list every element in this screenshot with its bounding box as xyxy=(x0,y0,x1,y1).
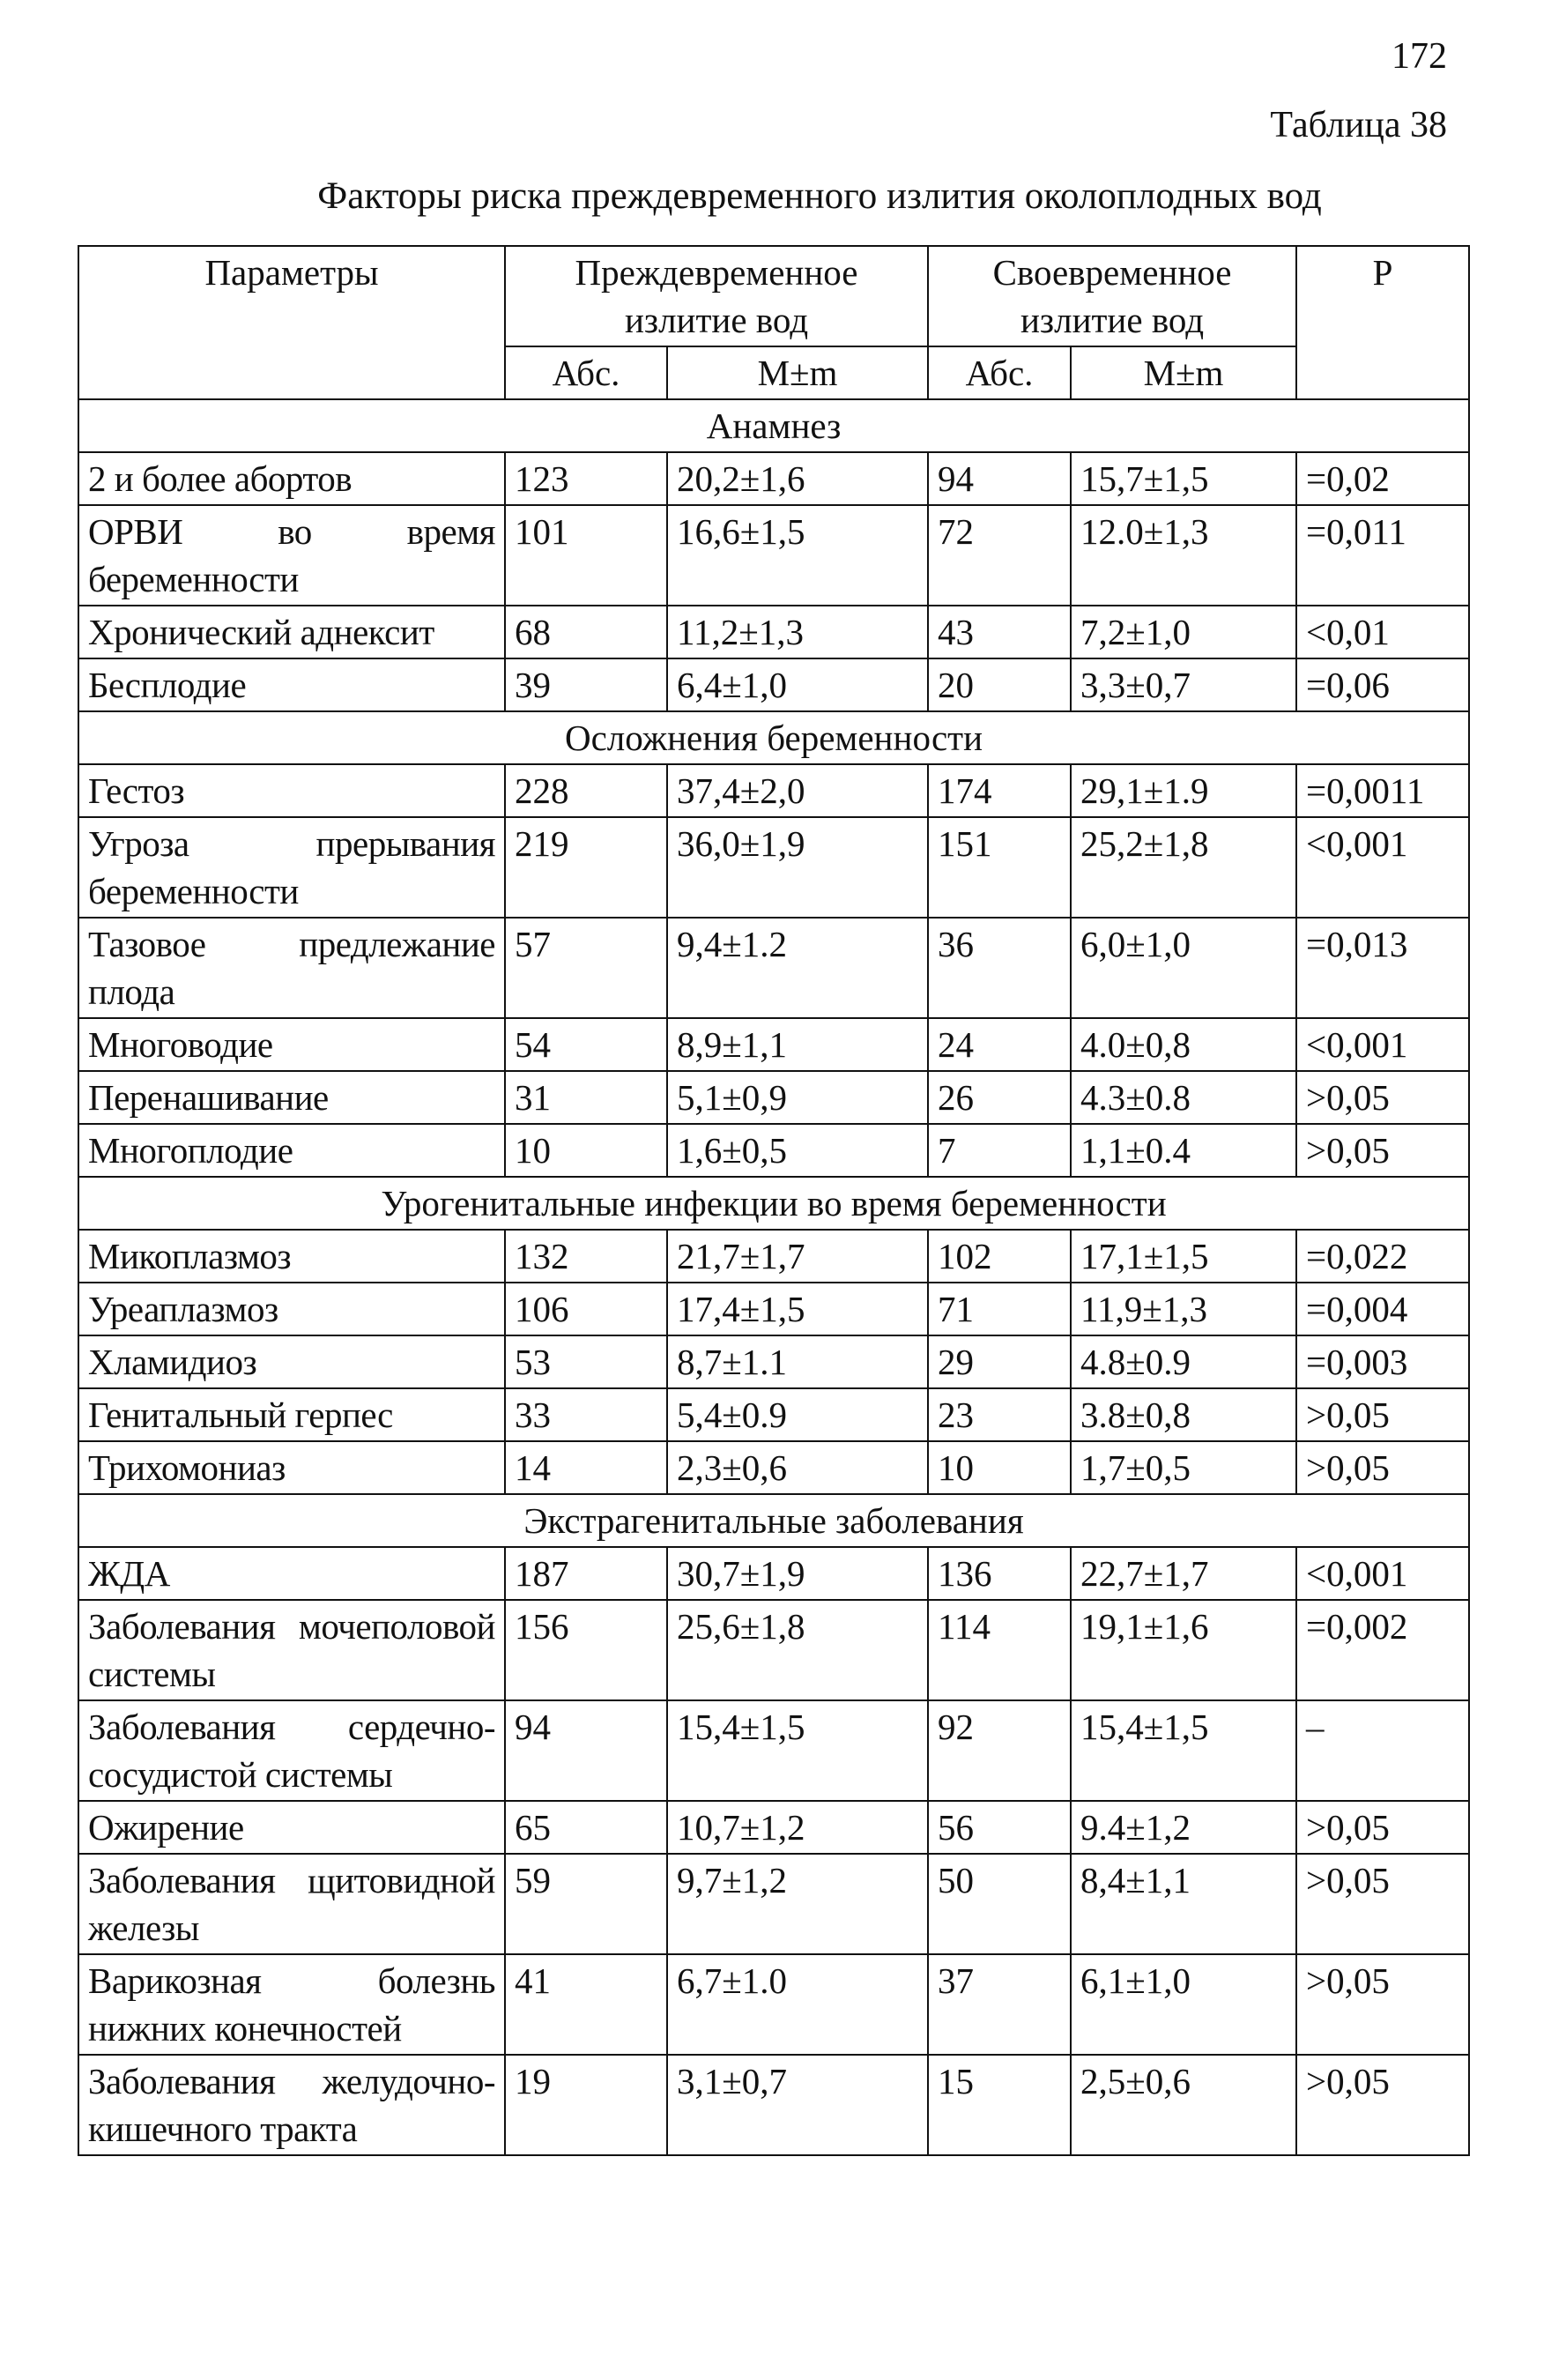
param-cell: Уреаплазмоз xyxy=(78,1283,505,1335)
mm-premature-cell: 20,2±1,6 xyxy=(667,452,928,505)
header-abs-premature: Абс. xyxy=(505,346,667,399)
abs-timely-cell: 24 xyxy=(928,1018,1071,1071)
section-row xyxy=(78,399,1469,452)
abs-timely-cell: 102 xyxy=(928,1230,1071,1283)
mm-premature-cell: 5,4±0.9 xyxy=(667,1388,928,1441)
abs-premature-cell: 53 xyxy=(505,1335,667,1388)
param-cell: Перенашивание xyxy=(78,1071,505,1124)
param-cell: Хронический аднексит xyxy=(78,606,505,658)
header-mm-premature: М±m xyxy=(667,346,928,399)
p-value-cell: >0,05 xyxy=(1296,1071,1469,1124)
abs-premature-cell: 14 xyxy=(505,1441,667,1494)
mm-premature-cell: 2,3±0,6 xyxy=(667,1441,928,1494)
param-cell: Заболевания мочеполовой системы xyxy=(78,1600,505,1700)
p-value-cell: =0,002 xyxy=(1296,1600,1469,1700)
table-row xyxy=(78,1335,1469,1388)
header-p-value: Р xyxy=(1296,246,1469,399)
mm-premature-cell: 36,0±1,9 xyxy=(667,817,928,918)
section-row xyxy=(78,711,1469,764)
abs-premature-cell: 31 xyxy=(505,1071,667,1124)
param-cell: Бесплодие xyxy=(78,658,505,711)
abs-premature-cell: 19 xyxy=(505,2055,667,2155)
abs-premature-cell: 156 xyxy=(505,1600,667,1700)
table-row xyxy=(78,658,1469,711)
mm-premature-cell: 3,1±0,7 xyxy=(667,2055,928,2155)
p-value-cell: =0,003 xyxy=(1296,1335,1469,1388)
abs-timely-cell: 36 xyxy=(928,918,1071,1018)
table-row xyxy=(78,452,1469,505)
mm-timely-cell: 15,7±1,5 xyxy=(1071,452,1296,505)
p-value-cell: >0,05 xyxy=(1296,1124,1469,1177)
section-title: Урогенитальные инфекции во время беременности xyxy=(78,1177,1469,1230)
param-cell: 2 и более абортов xyxy=(78,452,505,505)
p-value-cell: <0,01 xyxy=(1296,606,1469,658)
table-row xyxy=(78,1700,1469,1801)
abs-timely-cell: 174 xyxy=(928,764,1071,817)
section-row xyxy=(78,1177,1469,1230)
abs-timely-cell: 37 xyxy=(928,1954,1071,2055)
abs-premature-cell: 219 xyxy=(505,817,667,918)
param-cell: Хламидиоз xyxy=(78,1335,505,1388)
header-params: Параметры xyxy=(78,246,505,399)
table-row xyxy=(78,1071,1469,1124)
p-value-cell: >0,05 xyxy=(1296,1388,1469,1441)
abs-premature-cell: 54 xyxy=(505,1018,667,1071)
param-cell: Заболевания сердечно-сосудистой системы xyxy=(78,1700,505,1801)
mm-premature-cell: 21,7±1,7 xyxy=(667,1230,928,1283)
p-value-cell: <0,001 xyxy=(1296,1018,1469,1071)
mm-timely-cell: 1,1±0.4 xyxy=(1071,1124,1296,1177)
mm-timely-cell: 4.3±0.8 xyxy=(1071,1071,1296,1124)
header-mm-timely: М±m xyxy=(1071,346,1296,399)
section-title: Анамнез xyxy=(78,399,1469,452)
mm-timely-cell: 11,9±1,3 xyxy=(1071,1283,1296,1335)
mm-timely-cell: 4.8±0.9 xyxy=(1071,1335,1296,1388)
abs-premature-cell: 123 xyxy=(505,452,667,505)
abs-timely-cell: 7 xyxy=(928,1124,1071,1177)
mm-premature-cell: 5,1±0,9 xyxy=(667,1071,928,1124)
section-title: Осложнения беременности xyxy=(78,711,1469,764)
header-timely-group: Своевременное излитие вод xyxy=(928,246,1296,346)
p-value-cell: =0,013 xyxy=(1296,918,1469,1018)
abs-timely-cell: 15 xyxy=(928,2055,1071,2155)
abs-premature-cell: 101 xyxy=(505,505,667,606)
table-row xyxy=(78,1388,1469,1441)
param-cell: Микоплазмоз xyxy=(78,1230,505,1283)
param-cell: Угроза прерывания беременности xyxy=(78,817,505,918)
param-cell: Ожирение xyxy=(78,1801,505,1854)
abs-timely-cell: 114 xyxy=(928,1600,1071,1700)
table-row xyxy=(78,764,1469,817)
abs-premature-cell: 187 xyxy=(505,1547,667,1600)
mm-timely-cell: 2,5±0,6 xyxy=(1071,2055,1296,2155)
mm-timely-cell: 15,4±1,5 xyxy=(1071,1700,1296,1801)
mm-premature-cell: 6,7±1.0 xyxy=(667,1954,928,2055)
abs-premature-cell: 94 xyxy=(505,1700,667,1801)
mm-timely-cell: 6,1±1,0 xyxy=(1071,1954,1296,2055)
p-value-cell: >0,05 xyxy=(1296,1801,1469,1854)
abs-premature-cell: 39 xyxy=(505,658,667,711)
table-label: Таблица 38 xyxy=(1270,105,1447,145)
abs-timely-cell: 43 xyxy=(928,606,1071,658)
p-value-cell: >0,05 xyxy=(1296,1854,1469,1954)
table-row xyxy=(78,505,1469,606)
mm-premature-cell: 37,4±2,0 xyxy=(667,764,928,817)
abs-premature-cell: 41 xyxy=(505,1954,667,2055)
abs-timely-cell: 26 xyxy=(928,1071,1071,1124)
mm-timely-cell: 4.0±0,8 xyxy=(1071,1018,1296,1071)
abs-timely-cell: 23 xyxy=(928,1388,1071,1441)
abs-timely-cell: 94 xyxy=(928,452,1071,505)
p-value-cell: >0,05 xyxy=(1296,1441,1469,1494)
abs-timely-cell: 136 xyxy=(928,1547,1071,1600)
param-cell: Варикозная болезнь нижних конечностей xyxy=(78,1954,505,2055)
header-abs-timely: Абс. xyxy=(928,346,1071,399)
mm-timely-cell: 6,0±1,0 xyxy=(1071,918,1296,1018)
mm-timely-cell: 7,2±1,0 xyxy=(1071,606,1296,658)
p-value-cell: >0,05 xyxy=(1296,2055,1469,2155)
param-cell: Генитальный герпес xyxy=(78,1388,505,1441)
table-row xyxy=(78,918,1469,1018)
table-row xyxy=(78,1283,1469,1335)
param-cell: ОРВИ во время беременности xyxy=(78,505,505,606)
mm-timely-cell: 17,1±1,5 xyxy=(1071,1230,1296,1283)
abs-premature-cell: 132 xyxy=(505,1230,667,1283)
p-value-cell: =0,004 xyxy=(1296,1283,1469,1335)
table-row xyxy=(78,1801,1469,1854)
abs-timely-cell: 151 xyxy=(928,817,1071,918)
abs-premature-cell: 65 xyxy=(505,1801,667,1854)
param-cell: Трихомониаз xyxy=(78,1441,505,1494)
abs-timely-cell: 10 xyxy=(928,1441,1071,1494)
table-body xyxy=(78,399,1469,2155)
p-value-cell: =0,02 xyxy=(1296,452,1469,505)
table-row xyxy=(78,606,1469,658)
table-row xyxy=(78,1124,1469,1177)
p-value-cell: =0,06 xyxy=(1296,658,1469,711)
param-cell: ЖДА xyxy=(78,1547,505,1600)
param-cell: Гестоз xyxy=(78,764,505,817)
abs-premature-cell: 57 xyxy=(505,918,667,1018)
mm-premature-cell: 8,7±1.1 xyxy=(667,1335,928,1388)
mm-premature-cell: 25,6±1,8 xyxy=(667,1600,928,1700)
mm-premature-cell: 11,2±1,3 xyxy=(667,606,928,658)
param-cell: Многоплодие xyxy=(78,1124,505,1177)
table-row xyxy=(78,2055,1469,2155)
p-value-cell: – xyxy=(1296,1700,1469,1801)
table-row xyxy=(78,1600,1469,1700)
p-value-cell: =0,0011 xyxy=(1296,764,1469,817)
abs-timely-cell: 20 xyxy=(928,658,1071,711)
mm-premature-cell: 9,4±1.2 xyxy=(667,918,928,1018)
mm-timely-cell: 1,7±0,5 xyxy=(1071,1441,1296,1494)
param-cell: Заболевания желудочно-кишечного тракта xyxy=(78,2055,505,2155)
risk-factors-table xyxy=(78,245,1470,2156)
section-row xyxy=(78,1494,1469,1547)
p-value-cell: <0,001 xyxy=(1296,817,1469,918)
abs-timely-cell: 56 xyxy=(928,1801,1071,1854)
abs-timely-cell: 29 xyxy=(928,1335,1071,1388)
page-number: 172 xyxy=(1391,36,1447,77)
mm-timely-cell: 8,4±1,1 xyxy=(1071,1854,1296,1954)
p-value-cell: =0,011 xyxy=(1296,505,1469,606)
abs-timely-cell: 71 xyxy=(928,1283,1071,1335)
param-cell: Заболевания щитовидной железы xyxy=(78,1854,505,1954)
mm-premature-cell: 1,6±0,5 xyxy=(667,1124,928,1177)
mm-timely-cell: 12.0±1,3 xyxy=(1071,505,1296,606)
table-row xyxy=(78,1547,1469,1600)
abs-timely-cell: 50 xyxy=(928,1854,1071,1954)
abs-premature-cell: 68 xyxy=(505,606,667,658)
param-cell: Многоводие xyxy=(78,1018,505,1071)
p-value-cell: >0,05 xyxy=(1296,1954,1469,2055)
abs-timely-cell: 72 xyxy=(928,505,1071,606)
mm-timely-cell: 3,3±0,7 xyxy=(1071,658,1296,711)
table-row xyxy=(78,1854,1469,1954)
header-premature-group: Преждевременное излитие вод xyxy=(505,246,928,346)
table-title: Факторы риска преждевременного излития околоплодных вод xyxy=(317,175,1322,217)
section-title: Экстрагенитальные заболевания xyxy=(78,1494,1469,1547)
abs-premature-cell: 106 xyxy=(505,1283,667,1335)
abs-timely-cell: 92 xyxy=(928,1700,1071,1801)
table-row xyxy=(78,1441,1469,1494)
mm-timely-cell: 3.8±0,8 xyxy=(1071,1388,1296,1441)
abs-premature-cell: 33 xyxy=(505,1388,667,1441)
mm-premature-cell: 9,7±1,2 xyxy=(667,1854,928,1954)
mm-timely-cell: 19,1±1,6 xyxy=(1071,1600,1296,1700)
mm-premature-cell: 10,7±1,2 xyxy=(667,1801,928,1854)
mm-premature-cell: 15,4±1,5 xyxy=(667,1700,928,1801)
p-value-cell: <0,001 xyxy=(1296,1547,1469,1600)
mm-timely-cell: 29,1±1.9 xyxy=(1071,764,1296,817)
mm-premature-cell: 16,6±1,5 xyxy=(667,505,928,606)
table-row xyxy=(78,1230,1469,1283)
mm-timely-cell: 9.4±1,2 xyxy=(1071,1801,1296,1854)
mm-premature-cell: 6,4±1,0 xyxy=(667,658,928,711)
abs-premature-cell: 10 xyxy=(505,1124,667,1177)
table-row xyxy=(78,1954,1469,2055)
abs-premature-cell: 59 xyxy=(505,1854,667,1954)
p-value-cell: =0,022 xyxy=(1296,1230,1469,1283)
mm-timely-cell: 25,2±1,8 xyxy=(1071,817,1296,918)
mm-timely-cell: 22,7±1,7 xyxy=(1071,1547,1296,1600)
mm-premature-cell: 17,4±1,5 xyxy=(667,1283,928,1335)
mm-premature-cell: 30,7±1,9 xyxy=(667,1547,928,1600)
abs-premature-cell: 228 xyxy=(505,764,667,817)
table-row xyxy=(78,817,1469,918)
mm-premature-cell: 8,9±1,1 xyxy=(667,1018,928,1071)
param-cell: Тазовое предлежание плода xyxy=(78,918,505,1018)
table-row xyxy=(78,1018,1469,1071)
